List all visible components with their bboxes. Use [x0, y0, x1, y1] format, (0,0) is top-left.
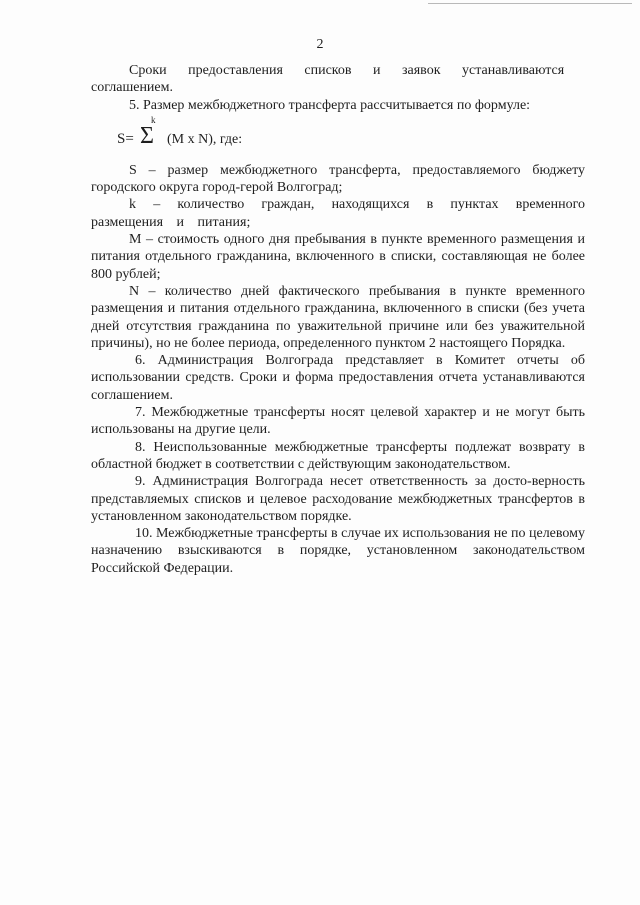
paragraph-deadlines-line2: соглашением.	[91, 80, 173, 96]
formula-superscript: k	[151, 114, 156, 125]
paragraph-8: 8. Неиспользованные межбюджетные трансферты подлежат возврату в областной бюджет в соответствии с действующим законодательством.	[91, 439, 585, 472]
top-border-line	[428, 3, 632, 4]
paragraph-6: 6. Администрация Волгограда представляет в Комитет отчеты об использовании средств. Сроки и форма предоставления отчета устанавливаются соглашением.	[91, 353, 585, 403]
paragraph-deadlines-line1: Сроки предоставления списков и заявок устанавливаются	[129, 63, 565, 78]
paragraph-10: 10. Межбюджетные трансферты в случае их использования не по целевому назначению взыскиваются в порядке, установленном законодательством Российской Федерации.	[91, 526, 585, 576]
formula-lhs: S=	[117, 130, 134, 147]
paragraph-deadlines	[91, 62, 585, 97]
definition-k: k – количество граждан, находящихся в пунктах временного размещения и питания;	[91, 197, 585, 230]
definition-m: M – стоимость одного дня пребывания в пункте временного размещения и питания отдельного гражданина, включенного в списки, составляющая не более 800 рублей;	[91, 232, 585, 282]
document-body	[91, 62, 585, 577]
paragraph-7: 7. Межбюджетные трансферты носят целевой характер и не могут быть использованы на другие цели.	[91, 405, 585, 438]
page-number: 2	[316, 37, 324, 52]
definition-n: N – количество дней фактического пребывания в пункте временного размещения и питания отдельного гражданина, включенного в списки (без учета дней отсутствия гражданина по уважительной причине или без уважительной причины), но не более периода, определенного пунктом 2 настоящего Порядка.	[91, 283, 585, 351]
formula-rhs: (M x N), где:	[167, 131, 243, 147]
paragraph-5: 5. Размер межбюджетного трансферта рассчитывается по формуле:	[129, 97, 531, 113]
paragraph-9: 9. Администрация Волгограда несет ответственность за досто-верность представляемых списков и целевое расходование межбюджетных трансфертов в установленном законодательством порядке.	[91, 474, 585, 524]
formula	[91, 114, 585, 162]
sum-symbol: Σ	[140, 122, 154, 149]
definition-s: S – размер межбюджетного трансферта, предоставляемого бюджету городского округа город-герой Волгоград;	[91, 162, 585, 196]
